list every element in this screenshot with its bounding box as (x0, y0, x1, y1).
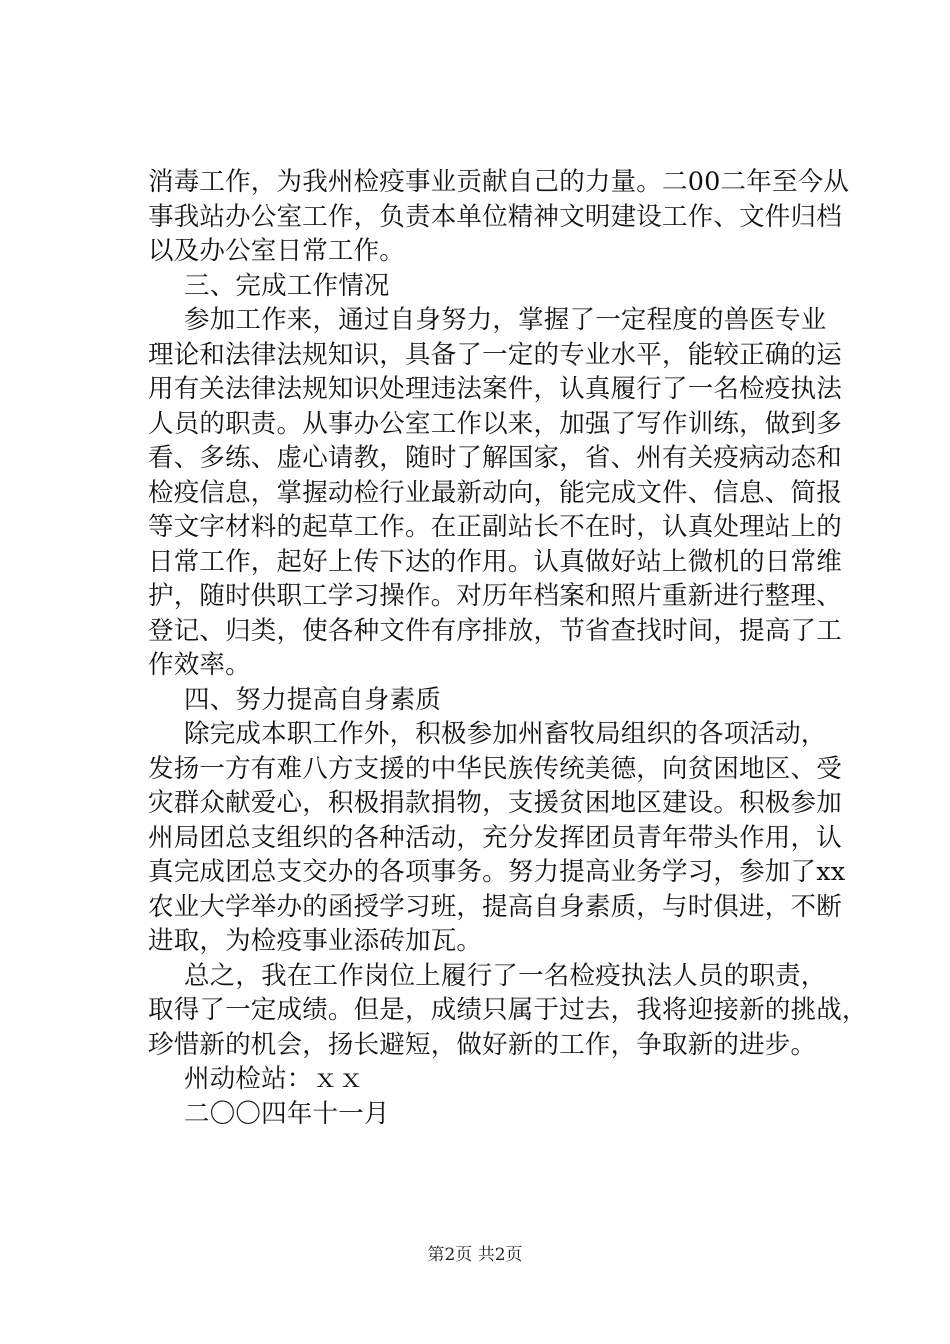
text-line: 检疫信息，掌握动检行业最新动向，能完成文件、信息、简报 (148, 477, 842, 508)
text-line: 进取，为检疫事业添砖加瓦。 (148, 926, 483, 956)
text-line: 日常工作，起好上传下达的作用。认真做好站上微机的日常维 (148, 546, 842, 577)
text-line: 理论和法律法规知识，具备了一定的专业水平，能较正确的运 (148, 339, 842, 370)
text-line: 灾群众献爱心，积极捐款捐物，支援贫困地区建设。积极参加 (148, 788, 842, 818)
text-line: 真完成团总支交办的各项事务。努力提高业务学习，参加了xx (148, 857, 846, 887)
text-line: 参加工作来，通过自身努力，掌握了一定程度的兽医专业 (184, 305, 827, 335)
text-line: 消毒工作，为我州检疫事业贡献自己的力量。二00二年至今从 (148, 167, 850, 197)
text-line: 用有关法律法规知识处理违法案件，认真履行了一名检疫执法 (148, 374, 842, 404)
document-body (148, 165, 868, 1131)
text-line: 人员的职责。从事办公室工作以来，加强了写作训练，做到多 (148, 408, 842, 439)
text-line: 登记、归类，使各种文件有序排放，节省查找时间，提高了工 (148, 615, 842, 646)
text-line: 事我站办公室工作，负责本单位精神文明建设工作、文件归档 (148, 201, 842, 232)
text-line: 护，随时供职工学习操作。对历年档案和照片重新进行整理、 (148, 581, 842, 611)
page-number: 第2页 共2页 (427, 1245, 523, 1265)
text-line: 发扬一方有难八方支援的中华民族传统美德，向贫困地区、受 (148, 753, 842, 784)
text-line: 三、完成工作情况 (184, 270, 390, 301)
text-line: 作效率。 (148, 650, 251, 680)
text-line: 以及办公室日常工作。 (148, 236, 406, 266)
text-line: 珍惜新的机会，扬长避短，做好新的工作，争取新的进步。 (148, 1029, 817, 1060)
text-line: 州局团总支组织的各种活动，充分发挥团员青年带头作用，认 (148, 822, 842, 853)
text-line: 州动检站：ｘｘ (184, 1064, 364, 1094)
text-line: 除完成本职工作外，积极参加州畜牧局组织的各项活动， (184, 719, 827, 749)
text-line: 总之，我在工作岗位上履行了一名检疫执法人员的职责， (184, 960, 827, 991)
text-line: 取得了一定成绩。但是，成绩只属于过去，我将迎接新的挑战， (148, 995, 868, 1025)
text-line: 等文字材料的起草工作。在正副站长不在时，认真处理站上的 (148, 512, 842, 542)
text-line: 四、努力提高自身素质 (184, 684, 442, 715)
text-line: 农业大学举办的函授学习班，提高自身素质，与时俱进，不断 (148, 891, 842, 922)
text-line: 看、多练、虚心请教，随时了解国家，省、州有关疫病动态和 (148, 443, 842, 473)
text-line: 二〇〇四年十一月 (184, 1098, 390, 1129)
